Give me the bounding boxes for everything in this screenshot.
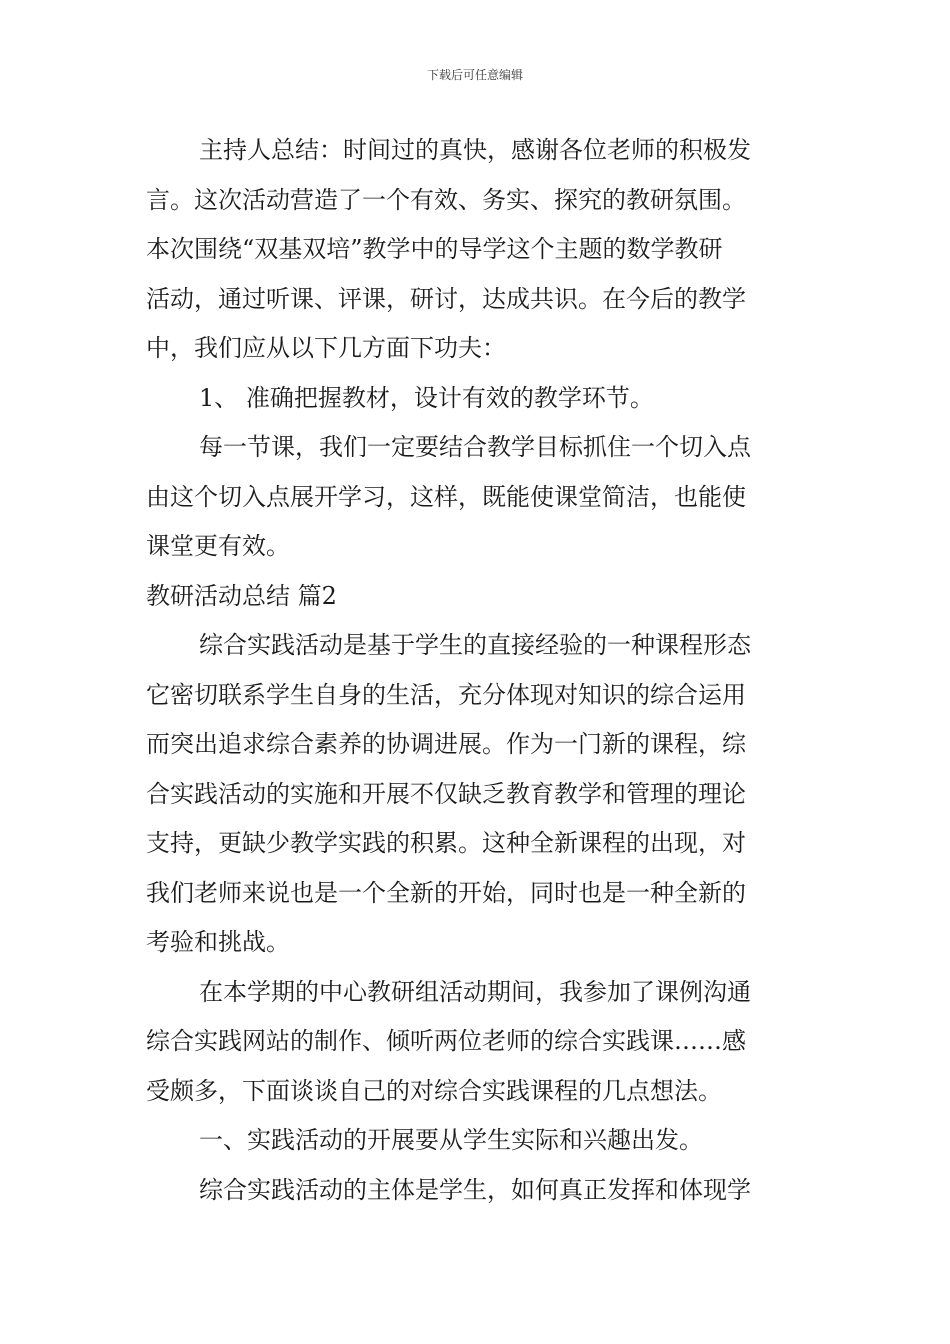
list-item: 1、 准确把握教材，设计有效的教学环节。 <box>199 383 654 412</box>
text-line: 每一节课，我们一定要结合教学目标抓住一个切入点 <box>199 433 751 461</box>
text-line: 言。这次活动营造了一个有效、务实、探究的教研氛围。 <box>146 185 746 214</box>
text-line: 支持，更缺少教学实践的积累。这种全新课程的出现，对 <box>146 829 746 857</box>
text-line: 我们老师来说也是一个全新的开始，同时也是一种全新的 <box>146 878 746 907</box>
header-note: 下载后可任意编辑 <box>426 68 523 82</box>
text-line: 综合实践活动是基于学生的直接经验的一种课程形态 <box>199 631 751 659</box>
text-line: 合实践活动的实施和开展不仅缺乏教育教学和管理的理论 <box>146 779 746 808</box>
section-heading: 教研活动总结 篇2 <box>146 581 337 610</box>
text-line: 活动，通过听课、评课，研讨，达成共识。在今后的教学 <box>146 284 746 313</box>
text-line: 中，我们应从以下几方面下功夫： <box>146 334 506 362</box>
text-line: 课堂更有效。 <box>146 532 290 560</box>
text-line: 本次围绕“双基双培”教学中的导学这个主题的数学教研 <box>146 235 723 263</box>
text-line: 受颇多，下面谈谈自己的对综合实践课程的几点想法。 <box>146 1076 722 1105</box>
text-line: 而突出追求综合素养的协调进展。作为一门新的课程，综 <box>146 730 746 758</box>
document-body <box>146 126 808 1215</box>
text-line: 由这个切入点展开学习，这样，既能使课堂简洁，也能使 <box>146 482 746 511</box>
text-line: 综合实践活动的主体是学生，如何真正发挥和体现学 <box>199 1175 751 1204</box>
subheading: 一、实践活动的开展要从学生实际和兴趣出发。 <box>199 1126 703 1154</box>
text-line: 在本学期的中心教研组活动期间，我参加了课例沟通 <box>199 977 751 1006</box>
text-line: 考验和挑战。 <box>146 928 290 956</box>
text-line: 综合实践网站的制作、倾听两位老师的综合实践课……感 <box>146 1027 746 1055</box>
text-line: 它密切联系学生自身的生活，充分体现对知识的综合运用 <box>146 680 746 709</box>
text-line: 主持人总结：时间过的真快，感谢各位老师的积极发 <box>199 136 751 164</box>
